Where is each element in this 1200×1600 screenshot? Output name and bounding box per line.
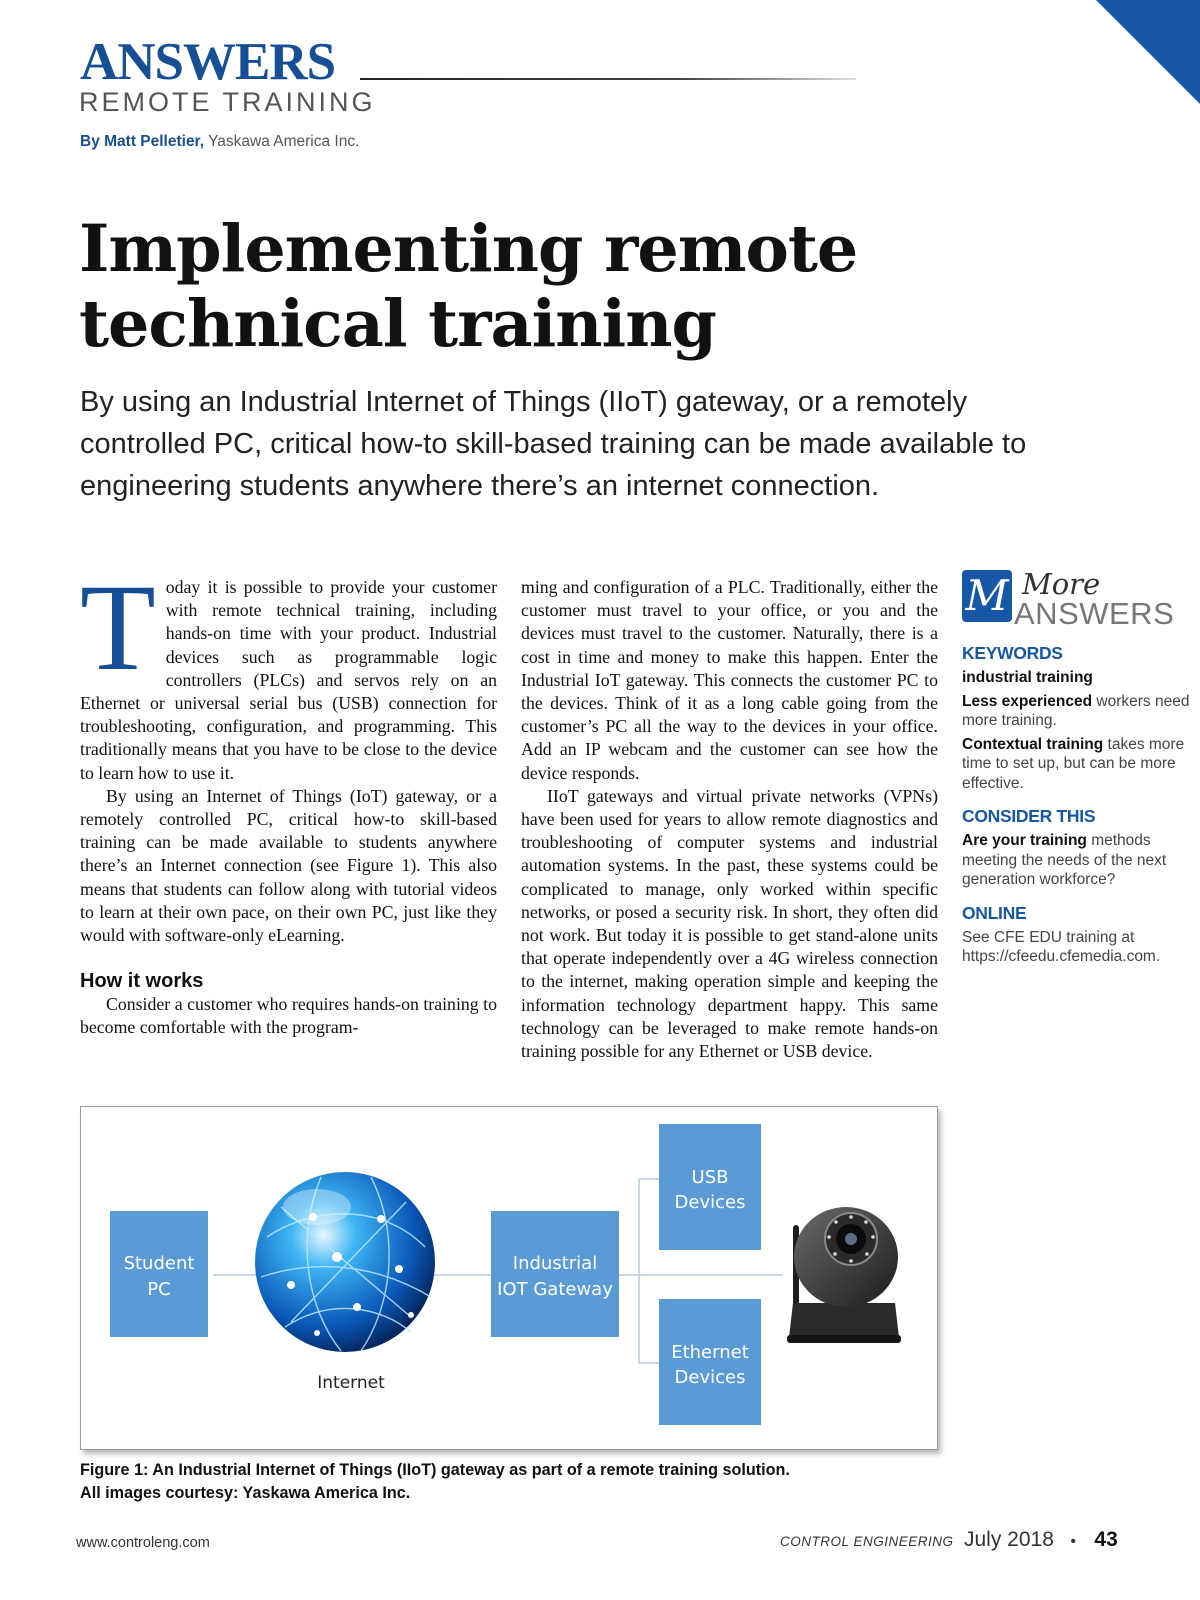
- keywords-heading: KEYWORDS: [962, 643, 1063, 663]
- gateway-label-1: Industrial: [512, 1253, 598, 1274]
- more-answers-logo: [962, 567, 1192, 631]
- section-subtitle: REMOTE TRAINING: [79, 87, 376, 117]
- paragraph: IIoT gateways and virtual private networks (VPNs) have been used for years to allow remote diagnostics and troubleshooting of computer systems and industrial automation systems. In the past, these systems could be complicated to manage, only worked within specific networks, or posed a security risk. In short, they often did not work. But today it is possible to get stand-alone units that operate independently over a 4G wireless connection to the internet, making operation simple and keeping the information technology department happy. This same technology can be leveraged to make remote hands-on training possible for any Ethernet or USB device.: [521, 785, 938, 1062]
- student-pc-label-2: PC: [147, 1279, 171, 1300]
- drop-cap: T: [80, 559, 156, 696]
- usb-label-1: USB: [691, 1167, 729, 1188]
- footer-publication: [780, 1528, 1125, 1552]
- article-column-2: [521, 576, 938, 1063]
- section-rule: [360, 78, 856, 80]
- footer-date: July 2018: [963, 1528, 1054, 1551]
- page-number: 43: [1094, 1528, 1118, 1551]
- paragraph: By using an Internet of Things (IoT) gateway, or a remotely controlled PC, critical how-to skill-based training can be made available to students anywhere there’s an Internet connection (see Figure 1). This also means that students can follow along with tutorial videos to learn at their own pace, on their own PC, just like they would with software-only eLearning.: [80, 785, 497, 946]
- student-pc-box: [110, 1211, 208, 1337]
- footer-url: www.controleng.com: [76, 1535, 210, 1551]
- internet-label: Internet: [317, 1373, 385, 1393]
- keyword-item: Contextual training takes more time to set up, but can be more effective.: [962, 735, 1185, 792]
- footer-magazine: CONTROL ENGINEERING: [780, 1534, 954, 1549]
- article-column-1: [80, 559, 497, 1040]
- consider-heading: CONSIDER THIS: [962, 806, 1096, 826]
- more-answers-sidebar: [962, 567, 1192, 967]
- headline-line-1: Implementing remote: [79, 211, 858, 287]
- paragraph: oday it is possible to provide your customer with remote technical training, including hands-on time with your product. Industrial devices such as programmable logic controllers (PLCs) and servos rely on an Ethernet or universal serial bus (USB) connection for troubleshooting, configuration, and programming. This traditionally means that you have to be close to the device to learn how to use it.: [80, 577, 497, 783]
- deck: By using an Industrial Internet of Things (IIoT) gateway, or a remotely controlled PC, critical how-to skill-based training can be made available to engineering students anywhere there’s an internet connection.: [80, 386, 1027, 502]
- paragraph: Consider a customer who requires hands-on training to become comfortable with the program-: [80, 994, 497, 1038]
- paragraph: ming and configuration of a PLC. Traditionally, either the customer must travel to your office, or you and the devices must travel to the customer. Naturally, there is a cost in time and money to make this happen. Enter the Industrial IoT gateway. This connects the customer PC to the devices. Think of it as a long cable going from the customer’s PC all the way to the devices in your office. Add an IP webcam and the customer can see how the device responds.: [521, 577, 938, 783]
- keyword-item: industrial training: [962, 669, 1093, 686]
- subhead: How it works: [80, 970, 204, 993]
- caption-line-2: All images courtesy: Yaskawa America Inc.: [80, 1484, 411, 1502]
- m-logo-icon: M: [962, 570, 1012, 622]
- usb-label-2: Devices: [674, 1192, 746, 1213]
- student-pc-label-1: Student: [123, 1253, 195, 1274]
- ip-webcam-icon: [787, 1207, 901, 1343]
- figure-caption: [80, 1459, 790, 1505]
- caption-line-1: Figure 1: An Industrial Internet of Things (IIoT) gateway as part of a remote training solution.: [80, 1461, 790, 1479]
- ethernet-label-2: Devices: [674, 1367, 746, 1388]
- internet-globe-icon: [255, 1172, 435, 1352]
- more-word: More: [1022, 567, 1101, 601]
- figure-1: [80, 1106, 938, 1450]
- gateway-label-2: IOT Gateway: [497, 1279, 613, 1300]
- section-title: ANSWERS: [80, 33, 336, 91]
- ethernet-label-1: Ethernet: [671, 1342, 749, 1363]
- byline: [80, 132, 359, 152]
- byline-company: Yaskawa America Inc.: [208, 133, 360, 150]
- online-heading: ONLINE: [962, 902, 1027, 923]
- headline-line-2: technical training: [79, 286, 716, 362]
- footer-bullet: •: [1070, 1533, 1076, 1550]
- figure-diagram: [81, 1107, 937, 1449]
- answers-word: ANSWERS: [1014, 596, 1175, 631]
- consider-text: Are your training methods meeting the needs of the next generation workforce?: [962, 832, 1167, 888]
- iot-gateway-box: [491, 1211, 619, 1337]
- headline: [79, 212, 1079, 362]
- online-text: See CFE EDU training at https://cfeedu.cfemedia.com.: [962, 928, 1161, 965]
- corner-accent: [1096, 0, 1200, 104]
- byline-author: By Matt Pelletier,: [80, 133, 205, 150]
- keyword-item: Less experienced workers need more training.: [962, 692, 1190, 729]
